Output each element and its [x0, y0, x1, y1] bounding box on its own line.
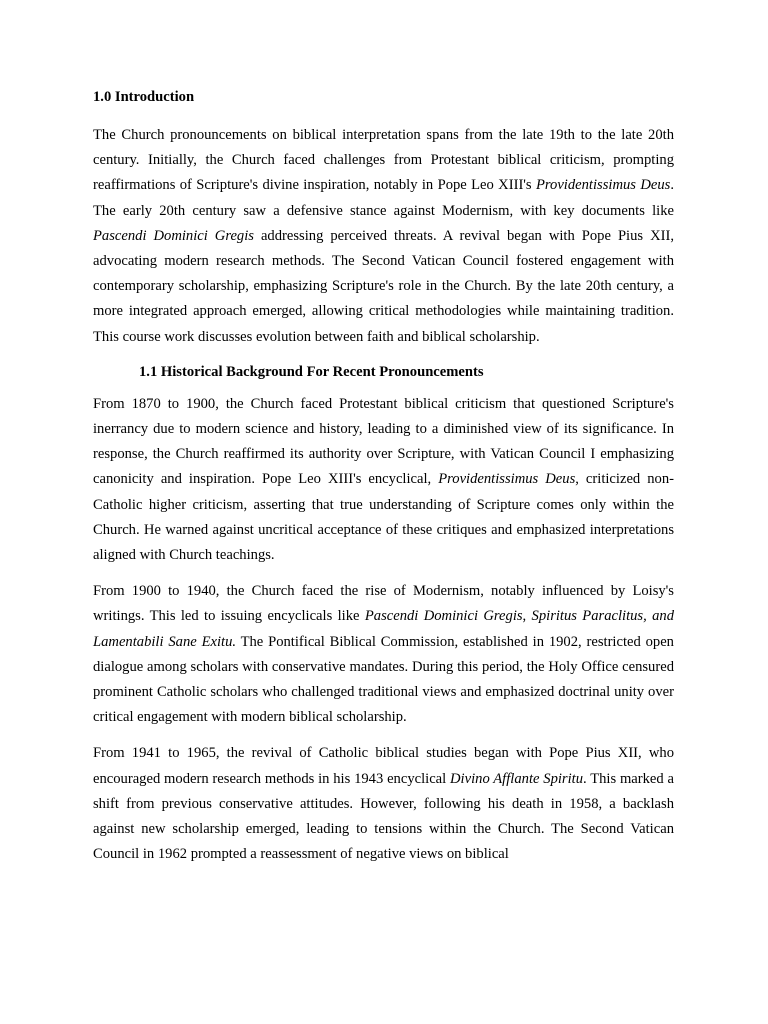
paragraph-text: The Pontifical Biblical Commission, established in 1902, restricted open dialogue among scholars with conservative mandates. During this period, the Holy Office censured prominent Catholic scholars who challenged traditional views and emphasized doctrinal unity over critical engagement with modern biblical scholarship.: [93, 633, 674, 726]
document-page: [93, 88, 674, 878]
paragraph-text: addressing perceived threats. A revival began with Pope Pius XII, advocating modern research methods. The Second Vatican Council fostered engagement with contemporary scholarship, emphasizing Scripture's role in the Church. By the late 20th century, a more integrated approach emerged, allowing critical methodologies while maintaining tradition. This course work discusses evolution between faith and biblical scholarship.: [93, 227, 674, 345]
italic-title-text: Spiritus Paraclitus, and Lamentabili Sane Exitu.: [93, 608, 674, 650]
paragraph-1870-1900: [93, 392, 674, 568]
italic-title-text: Pascendi Dominici Gregis: [93, 227, 254, 244]
paragraph-text: From 1900 to 1940, the Church faced the rise of Modernism, notably influenced by Loisy's writings. This led to issuing encyclicals like: [93, 583, 674, 625]
paragraph-text: ,: [522, 608, 532, 625]
section-heading-introduction: 1.0 Introduction: [93, 89, 195, 105]
paragraph-1900-1940: [93, 579, 674, 730]
paragraph-1941-1965: [93, 741, 674, 867]
paragraph-text: From 1870 to 1900, the Church faced Protestant biblical criticism that questioned Scripture's inerrancy due to modern science and history, leading to a diminished view of its significance. In response, the Church reaffirmed its authority over Scripture, with Vatican Council I emphasizing canonicity and inspiration. Pope Leo XIII's encyclical,: [93, 395, 674, 488]
italic-title-text: Providentissimus Deus: [438, 471, 576, 488]
section-heading-historical-background: 1.1 Historical Background For Recent Pronouncements: [139, 363, 484, 380]
italic-title-text: Divino Afflante Spiritu: [450, 770, 584, 787]
paragraph-text: . The early 20th century saw a defensive stance against Modernism, with key documents like: [93, 177, 674, 219]
italic-title-text: Providentissimus Deus: [535, 177, 671, 194]
paragraph-text: . This marked a shift from previous conservative attitudes. However, following his death in 1958, a backlash against new scholarship emerged, leading to tensions within the Church. The Second Vatican Council in 1962 prompted a reassessment of negative views on biblical: [93, 770, 674, 863]
paragraph-text: The Church pronouncements on biblical interpretation spans from the late 19th to the late 20th century. Initially, the Church faced challenges from Protestant biblical criticism, prompting reaffirmations of Scripture's divine inspiration, notably in Pope Leo XIII's: [93, 127, 674, 194]
intro-paragraph: [93, 123, 674, 350]
paragraph-text: From 1941 to 1965, the revival of Catholic biblical studies began with Pope Pius XII, who encouraged modern research methods in his 1943 encyclical: [93, 745, 674, 787]
italic-title-text: Pascendi Dominici Gregis: [364, 608, 523, 625]
paragraph-text: , criticized non-Catholic higher criticism, asserting that true understanding of Scripture comes only within the Church. He warned against uncritical acceptance of these critiques and emphasized interpretations aligned with Church teachings.: [93, 471, 674, 564]
